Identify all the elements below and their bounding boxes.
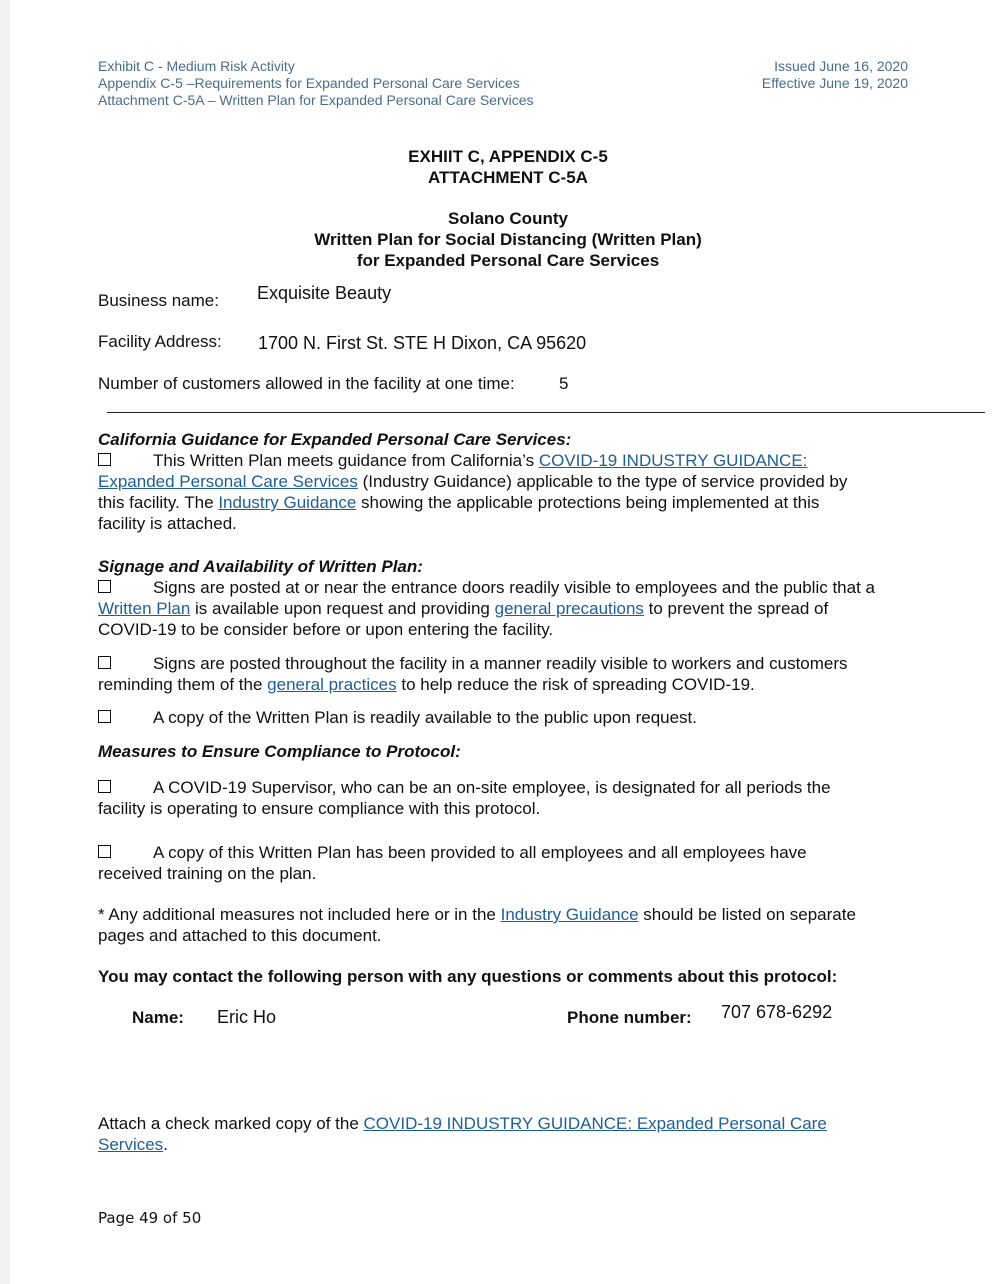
title-block	[10, 146, 1000, 271]
page-number: Page 49 of 50	[98, 1209, 202, 1227]
note-text-a: * Any additional measures not included here or in the	[98, 905, 501, 924]
contact-name-label: Name:	[132, 1008, 184, 1027]
divider	[107, 412, 985, 413]
contact-heading: You may contact the following person with any questions or comments about this protocol:	[98, 967, 838, 986]
header-line-attachment: Attachment C-5A – Written Plan for Expanded Personal Care Services	[98, 92, 534, 108]
title-attachment: ATTACHMENT C-5A	[428, 168, 588, 187]
title-exhibit: EXHIIT C, APPENDIX C-5	[408, 147, 608, 166]
written-plan-copy-checkbox[interactable]	[98, 710, 111, 723]
california-text-2: (Industry Guidance) applicable to the type of service provided by	[357, 472, 848, 491]
effective-date: Effective June 19, 2020	[761, 75, 908, 91]
covid-guidance-link[interactable]: COVID-19 INDUSTRY GUIDANCE:	[538, 451, 808, 470]
contact-phone-label: Phone number:	[567, 1008, 692, 1027]
industry-guidance-link[interactable]: Industry Guidance	[218, 493, 357, 512]
business-name-value[interactable]: Exquisite Beauty	[257, 283, 392, 303]
title-services: for Expanded Personal Care Services	[356, 251, 660, 270]
california-text-1: This Written Plan meets guidance from California’s	[153, 451, 539, 470]
note-industry-guidance-link[interactable]: Industry Guidance	[500, 905, 639, 924]
document-page	[10, 0, 1000, 1284]
attach-guidance-link[interactable]: COVID-19 INDUSTRY GUIDANCE: Expanded Personal Care	[363, 1114, 827, 1133]
facility-address-label: Facility Address:	[98, 332, 222, 351]
measures-item2-text-a: A copy of this Written Plan has been provided to all employees and all employees have	[153, 843, 807, 862]
california-checkbox[interactable]	[98, 453, 111, 466]
title-plan: Written Plan for Social Distancing (Written Plan)	[314, 230, 702, 249]
signage-item2-text-c: to help reduce the risk of spreading COVID-19.	[396, 675, 755, 694]
california-text-3: this facility. The	[98, 493, 219, 512]
measures-item-2	[98, 842, 958, 884]
signage-item1-text-b: is available upon request and providing	[190, 599, 495, 618]
header-left	[98, 58, 534, 109]
business-name-label: Business name:	[98, 291, 219, 310]
title-county: Solano County	[448, 209, 568, 228]
signage-item1-text-d: COVID-19 to be consider before or upon entering the facility.	[98, 620, 554, 639]
measures-heading: Measures to Ensure Compliance to Protocol:	[98, 742, 461, 761]
signage-item-2	[98, 653, 958, 695]
contact-phone-value[interactable]: 707 678-6292	[721, 1002, 833, 1022]
supervisor-checkbox[interactable]	[98, 780, 111, 793]
signage-item-3	[98, 707, 958, 728]
issued-date: Issued June 16, 2020	[774, 58, 908, 74]
attach-services-link[interactable]: Services	[98, 1135, 164, 1154]
signage-item1-text-c: to prevent the spread of	[643, 599, 829, 618]
signage-entrance-checkbox[interactable]	[98, 580, 111, 593]
header-line-exhibit: Exhibit C - Medium Risk Activity	[98, 58, 295, 74]
signage-section	[98, 556, 958, 640]
customers-label: Number of customers allowed in the facility at one time:	[98, 374, 515, 393]
facility-address-value[interactable]: 1700 N. First St. STE H Dixon, CA 95620	[258, 333, 587, 353]
attach-period: .	[163, 1135, 168, 1154]
measures-item-1	[98, 777, 958, 819]
california-text-5: facility is attached.	[98, 514, 237, 533]
california-heading: California Guidance for Expanded Personal Care Services:	[98, 430, 572, 449]
header-line-appendix: Appendix C-5 –Requirements for Expanded Personal Care Services	[98, 75, 520, 91]
contact-name-value[interactable]: Eric Ho	[217, 1007, 277, 1027]
signage-item3-text: A copy of the Written Plan is readily available to the public upon request.	[153, 708, 698, 727]
measures-item1-text-b: facility is operating to ensure compliance with this protocol.	[98, 799, 541, 818]
additional-measures-note	[98, 904, 958, 946]
signage-item1-text-a: Signs are posted at or near the entrance doors readily visible to employees and the public that a	[153, 578, 875, 597]
signage-heading: Signage and Availability of Written Plan:	[98, 557, 423, 576]
attach-text: Attach a check marked copy of the	[98, 1114, 364, 1133]
signage-item2-text-b: reminding them of the	[98, 675, 268, 694]
expanded-personal-care-link[interactable]: Expanded Personal Care Services	[98, 472, 358, 491]
note-text-b: should be listed on separate	[638, 905, 856, 924]
measures-item1-text-a: A COVID-19 Supervisor, who can be an on-site employee, is designated for all periods the	[153, 778, 831, 797]
california-text-4: showing the applicable protections being implemented at this	[356, 493, 820, 512]
measures-item2-text-b: received training on the plan.	[98, 864, 317, 883]
general-precautions-link[interactable]: general precautions	[494, 599, 644, 618]
signage-throughout-checkbox[interactable]	[98, 656, 111, 669]
note-text-c: pages and attached to this document.	[98, 926, 382, 945]
header-right	[762, 58, 908, 92]
attach-instruction	[98, 1113, 958, 1155]
california-section	[98, 429, 938, 534]
customers-value[interactable]: 5	[559, 374, 569, 393]
written-plan-link[interactable]: Written Plan	[98, 599, 191, 618]
signage-item2-text-a: Signs are posted throughout the facility in a manner readily visible to workers and customers	[153, 654, 848, 673]
general-practices-link[interactable]: general practices	[267, 675, 397, 694]
employee-training-checkbox[interactable]	[98, 845, 111, 858]
